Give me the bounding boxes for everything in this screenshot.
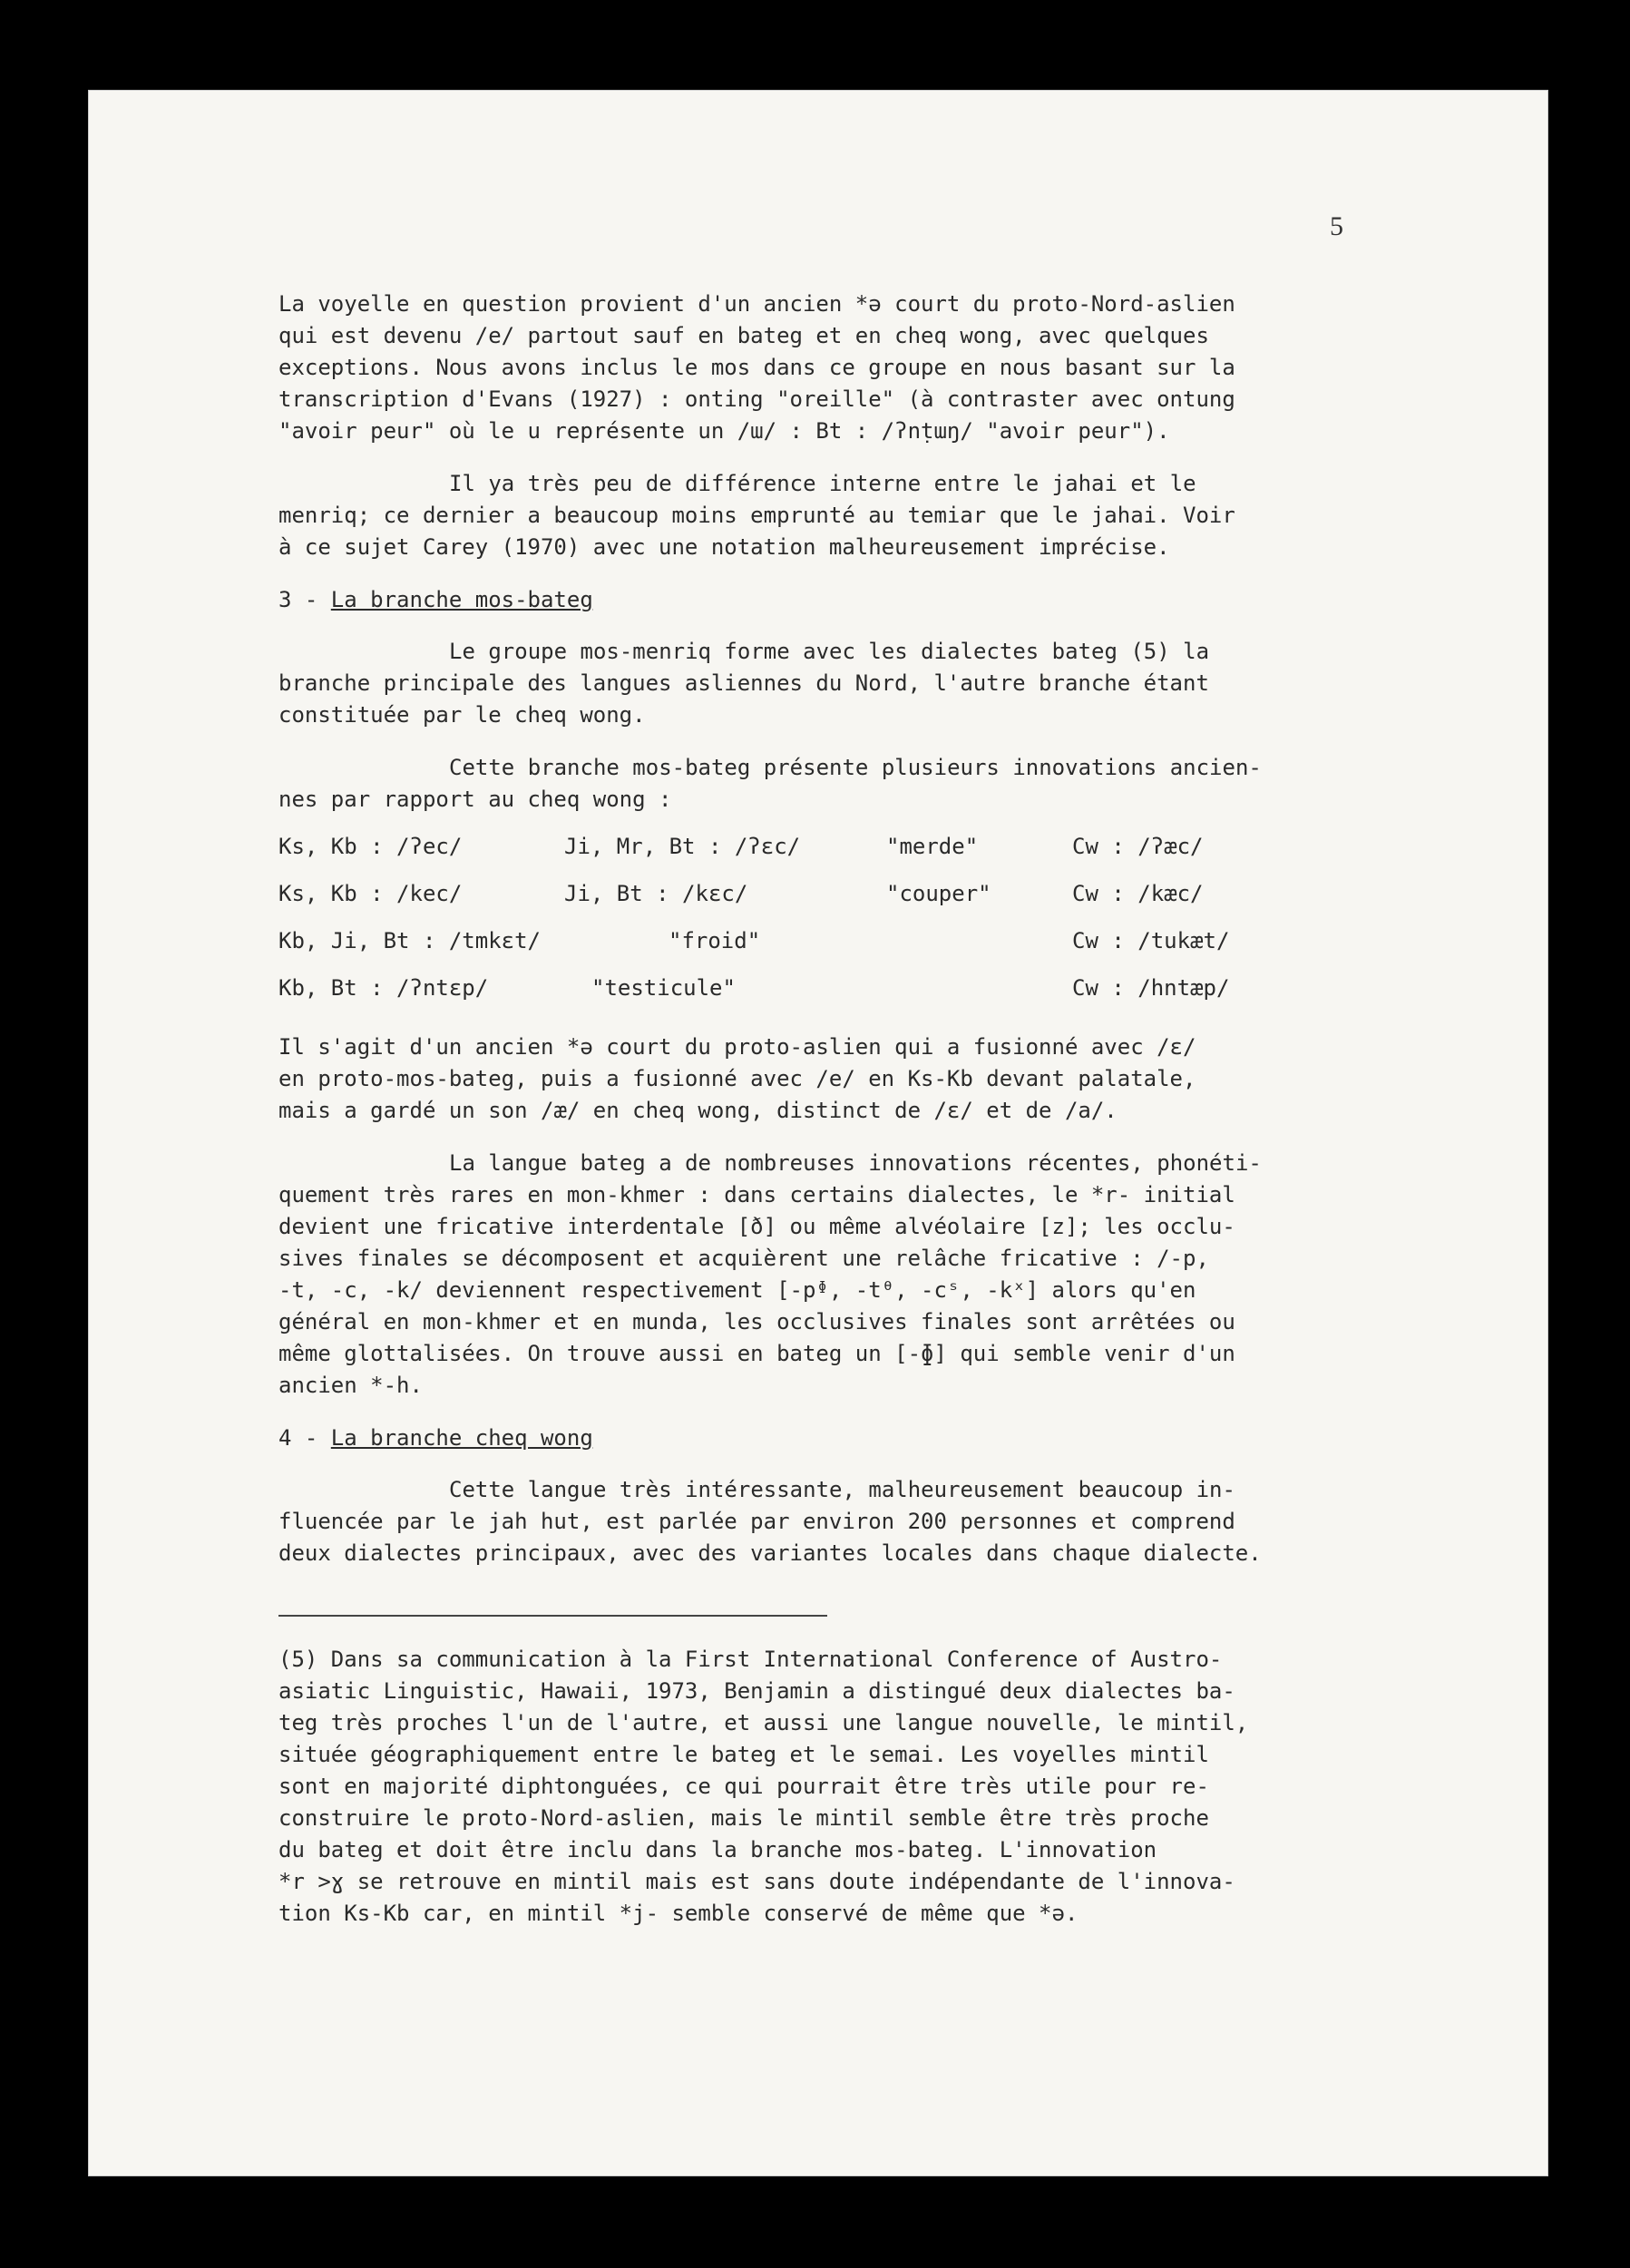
footnote-line: construire le proto-Nord-aslien, mais le mintil semble être très proche xyxy=(278,1805,1209,1831)
text-line: branche principale des langues asliennes du Nord, l'autre branche étant xyxy=(278,670,1209,696)
footnote-line: située géographiquement entre le bateg et le semai. Les voyelles mintil xyxy=(278,1742,1209,1767)
page-number: 5 xyxy=(1330,211,1343,241)
text-line: qui est devenu /e/ partout sauf en bateg et en cheq wong, avec quelques xyxy=(278,323,1209,348)
text-line: Cette langue très intéressante, malheureusement beaucoup in- xyxy=(449,1477,1235,1502)
form-cell: Kb, Ji, Bt : /tmkɛt/ xyxy=(278,927,541,953)
paragraph-cheq-wong xyxy=(278,1474,1417,1569)
form-cell: Ks, Kb : /ʔec/ xyxy=(278,833,463,859)
text-line: sives finales se décomposent et acquièrent une relâche fricative : /-p, xyxy=(278,1246,1209,1271)
section-heading-4 xyxy=(278,1422,1417,1454)
text-line: en proto-mos-bateg, puis a fusionné avec /e/ en Ks-Kb devant palatale, xyxy=(278,1066,1196,1091)
document-body xyxy=(278,288,1417,1930)
text-line: exceptions. Nous avons inclus le mos dans ce groupe en nous basant sur la xyxy=(278,355,1235,380)
text-line: transcription d'Evans (1927) : onting "oreille" (à contraster avec ontung xyxy=(278,386,1235,412)
section-heading-3 xyxy=(278,584,1417,616)
text-line: La langue bateg a de nombreuses innovations récentes, phonéti- xyxy=(449,1150,1262,1176)
gloss-cell: "froid" xyxy=(669,927,761,953)
paragraph-vowel-origin xyxy=(278,288,1417,447)
text-line: constituée par le cheq wong. xyxy=(278,702,646,728)
forms-row xyxy=(278,823,1417,870)
form-cell: Ji, Bt : /kɛc/ xyxy=(564,880,748,906)
footnote-line: *r >ɣ se retrouve en mintil mais est sans doute indépendante de l'innova- xyxy=(278,1869,1235,1894)
footnote-divider xyxy=(278,1615,827,1617)
text-line: devient une fricative interdentale [ð] ou même alvéolaire [z]; les occlu- xyxy=(278,1214,1235,1239)
cheq-wong-cell: Cw : /tukæt/ xyxy=(1072,927,1230,953)
forms-table xyxy=(278,823,1417,1012)
paragraph-fusion xyxy=(278,1031,1417,1127)
section-number: 3 - xyxy=(278,587,331,612)
forms-row xyxy=(278,917,1417,964)
text-line: Il ya très peu de différence interne entre le jahai et le xyxy=(449,471,1196,496)
text-line: La voyelle en question provient d'un ancien *ə court du proto-Nord-aslien xyxy=(278,291,1235,317)
forms-row xyxy=(278,964,1417,1012)
text-line: -t, -c, -k/ deviennent respectivement [-pᶲ, -tᶿ, -cˢ, -kˣ] alors qu'en xyxy=(278,1277,1196,1303)
gloss-cell: "merde" xyxy=(886,833,979,859)
cheq-wong-cell: Cw : /hntæp/ xyxy=(1072,974,1230,1001)
footnote-line: du bateg et doit être inclu dans la branche mos-bateg. L'innovation xyxy=(278,1837,1157,1862)
form-cell: Kb, Bt : /ʔntɛp/ xyxy=(278,974,489,1001)
text-line: même glottalisées. On trouve aussi en bateg un [-ɸ] qui semble venir d'un xyxy=(278,1341,1235,1366)
text-line: "avoir peur" où le u représente un /ɯ/ : Bt : /ʔnṭɯŋ/ "avoir peur"). xyxy=(278,418,1170,444)
gloss-cell: "testicule" xyxy=(591,974,736,1001)
text-line: Cette branche mos-bateg présente plusieurs innovations ancien- xyxy=(449,755,1262,780)
footnote-line: tion Ks-Kb car, en mintil *j- semble conservé de même que *ə. xyxy=(278,1901,1079,1926)
cheq-wong-cell: Cw : /kæc/ xyxy=(1072,880,1204,906)
text-line: Le groupe mos-menriq forme avec les dialectes bateg (5) la xyxy=(449,639,1210,664)
text-line: menriq; ce dernier a beaucoup moins emprunté au temiar que le jahai. Voir xyxy=(278,503,1235,528)
text-line: Il s'agit d'un ancien *ə court du proto-aslien qui a fusionné avec /ɛ/ xyxy=(278,1034,1196,1060)
form-cell: Ji, Mr, Bt : /ʔɛc/ xyxy=(564,833,801,859)
section-title: La branche mos-bateg xyxy=(330,587,593,612)
text-line: mais a gardé un son /æ/ en cheq wong, distinct de /ɛ/ et de /a/. xyxy=(278,1098,1118,1123)
text-line: général en mon-khmer et en munda, les occlusives finales sont arrêtées ou xyxy=(278,1309,1235,1334)
text-line: nes par rapport au cheq wong : xyxy=(278,787,672,812)
footnote-line: teg très proches l'un de l'autre, et aussi une langue nouvelle, le mintil, xyxy=(278,1710,1249,1735)
section-title: La branche cheq wong xyxy=(330,1425,593,1451)
text-line: quement très rares en mon-khmer : dans certains dialectes, le *r- initial xyxy=(278,1182,1235,1207)
footnote xyxy=(278,1644,1417,1930)
footnote-line: asiatic Linguistic, Hawaii, 1973, Benjamin a distingué deux dialectes ba- xyxy=(278,1678,1235,1704)
paragraph-innovations xyxy=(278,752,1417,816)
footnote-line: sont en majorité diphtonguées, ce qui pourrait être très utile pour re- xyxy=(278,1774,1209,1799)
text-line: deux dialectes principaux, avec des variantes locales dans chaque dialecte. xyxy=(278,1540,1262,1566)
form-cell: Ks, Kb : /kec/ xyxy=(278,880,463,906)
gloss-cell: "couper" xyxy=(886,880,991,906)
paragraph-mos-menriq xyxy=(278,636,1417,731)
cheq-wong-cell: Cw : /ʔæc/ xyxy=(1072,833,1204,859)
text-line: ancien *-h. xyxy=(278,1373,423,1398)
text-line: à ce sujet Carey (1970) avec une notation malheureusement imprécise. xyxy=(278,534,1170,560)
forms-row xyxy=(278,870,1417,917)
section-number: 4 - xyxy=(278,1425,331,1451)
text-line: fluencée par le jah hut, est parlée par environ 200 personnes et comprend xyxy=(278,1509,1235,1534)
paragraph-jahai-menriq xyxy=(278,468,1417,563)
footnote-line: (5) Dans sa communication à la First International Conference of Austro- xyxy=(278,1647,1223,1672)
paragraph-bateg-innovations xyxy=(278,1148,1417,1402)
